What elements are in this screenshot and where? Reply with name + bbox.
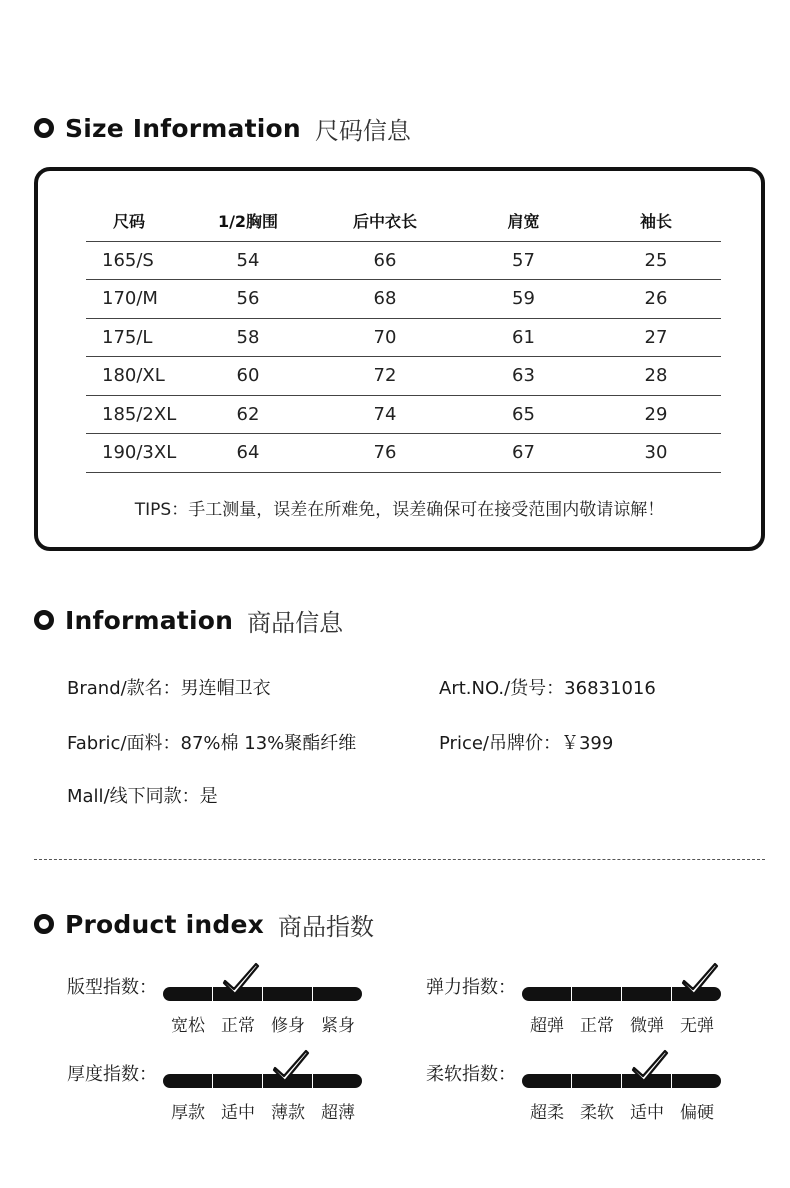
index-bar-segment [313,987,362,1001]
info-brand: Brand/款名：男连帽卫衣 [67,678,271,699]
index-bar-segment [522,1074,571,1088]
size-table-row [86,318,721,357]
size-table-cell: 28 [591,357,721,396]
size-section-title-cn: 尺码信息 [314,116,411,145]
index-label: 弹力指数： [426,977,516,998]
index-bar-segment [672,987,721,1001]
size-table-header-row [86,200,721,241]
index-bar-segment [213,1074,262,1088]
size-table-cell: 29 [591,395,721,434]
size-header-chest: 1/2胸围 [182,200,314,241]
index-bar [522,987,721,1001]
index-section-title-en: Product index [65,909,264,939]
index-option-label: 厚款 [171,1103,205,1123]
checkmark-icon [630,1048,670,1086]
size-table-cell: 74 [314,395,456,434]
index-option-labels [163,1011,363,1036]
index-option-labels [163,1098,363,1123]
index-bar [163,1074,362,1088]
info-section-title-cn: 商品信息 [247,608,344,637]
size-table-cell: 190/3XL [86,434,182,473]
index-bar-segment [263,987,312,1001]
index-option-labels [522,1098,722,1123]
size-table-cell: 65 [456,395,591,434]
size-table-row [86,241,721,280]
size-table-cell: 76 [314,434,456,473]
index-bar-segment [163,1074,212,1088]
info-section-title-en: Information [65,605,234,635]
index-option-label: 正常 [221,1016,255,1036]
checkmark-icon [221,961,261,999]
index-section-title-cn: 商品指数 [277,912,374,941]
index-option-label: 修身 [271,1016,305,1036]
index-option-label: 超薄 [321,1103,355,1123]
checkmark-icon [680,961,720,999]
index-bar-segment [163,987,212,1001]
index-option-label: 紧身 [321,1016,355,1036]
size-table-cell: 63 [456,357,591,396]
size-table-cell: 60 [182,357,314,396]
size-table-cell: 54 [182,241,314,280]
index-bar-segment [572,987,621,1001]
size-table-cell: 180/XL [86,357,182,396]
size-table-row [86,357,721,396]
size-tips: TIPS：手工测量，误差在所难免，误差确保可在接受范围内敬请谅解！ [134,500,665,520]
index-option-label: 适中 [221,1103,255,1123]
index-option-label: 柔软 [580,1103,614,1123]
size-table-cell: 57 [456,241,591,280]
size-section-header [34,110,411,146]
size-table-cell: 72 [314,357,456,396]
size-table-cell: 68 [314,280,456,319]
bullet-ring-icon [34,118,54,138]
info-price: Price/吊牌价：￥399 [439,733,614,754]
size-table-row [86,395,721,434]
size-table-cell: 165/S [86,241,182,280]
size-header-sleeve: 袖长 [591,200,721,241]
size-table-cell: 185/2XL [86,395,182,434]
index-option-label: 无弹 [680,1016,714,1036]
size-table-cell: 170/M [86,280,182,319]
size-table-cell: 26 [591,280,721,319]
size-table-cell: 25 [591,241,721,280]
index-section-header [34,906,374,942]
size-table-cell: 58 [182,318,314,357]
info-fabric: Fabric/面料：87%棉 13%聚酯纤维 [67,733,357,754]
index-option-label: 正常 [580,1016,614,1036]
size-table-cell: 64 [182,434,314,473]
size-table-cell: 66 [314,241,456,280]
size-section-title-en: Size Information [65,113,301,143]
index-bar-segment [672,1074,721,1088]
index-bar-segment [213,987,262,1001]
size-table-cell: 30 [591,434,721,473]
info-section-header [34,602,343,638]
size-header-size: 尺码 [86,200,182,241]
index-option-label: 超弹 [530,1016,564,1036]
index-option-label: 宽松 [171,1016,205,1036]
index-option-label: 偏硬 [680,1103,714,1123]
size-table-cell: 61 [456,318,591,357]
index-label: 版型指数： [67,977,157,998]
index-bar [522,1074,721,1088]
index-label: 柔软指数： [426,1064,516,1085]
index-option-label: 微弹 [630,1016,664,1036]
index-option-label: 薄款 [271,1103,305,1123]
size-table-cell: 175/L [86,318,182,357]
index-option-label: 适中 [630,1103,664,1123]
index-bar-segment [622,1074,671,1088]
index-label: 厚度指数： [67,1064,157,1085]
index-option-labels [522,1011,722,1036]
size-table-cell: 56 [182,280,314,319]
index-option-label: 超柔 [530,1103,564,1123]
size-table-row [86,434,721,473]
size-table [86,200,721,473]
index-bar-segment [622,987,671,1001]
info-art-no: Art.NO./货号：36831016 [439,678,656,699]
checkmark-icon [271,1048,311,1086]
size-table-cell: 59 [456,280,591,319]
size-table-cell: 67 [456,434,591,473]
index-bar-segment [313,1074,362,1088]
size-table-card [34,167,765,551]
size-table-row [86,280,721,319]
dashed-divider [34,859,765,860]
size-header-shoulder: 肩宽 [456,200,591,241]
index-bar [163,987,362,1001]
size-table-cell: 70 [314,318,456,357]
index-bar-segment [522,987,571,1001]
bullet-ring-icon [34,610,54,630]
index-bar-segment [572,1074,621,1088]
size-table-cell: 27 [591,318,721,357]
index-bar-segment [263,1074,312,1088]
size-table-cell: 62 [182,395,314,434]
size-header-length: 后中衣长 [314,200,456,241]
bullet-ring-icon [34,914,54,934]
info-mall: Mall/线下同款：是 [67,786,218,807]
